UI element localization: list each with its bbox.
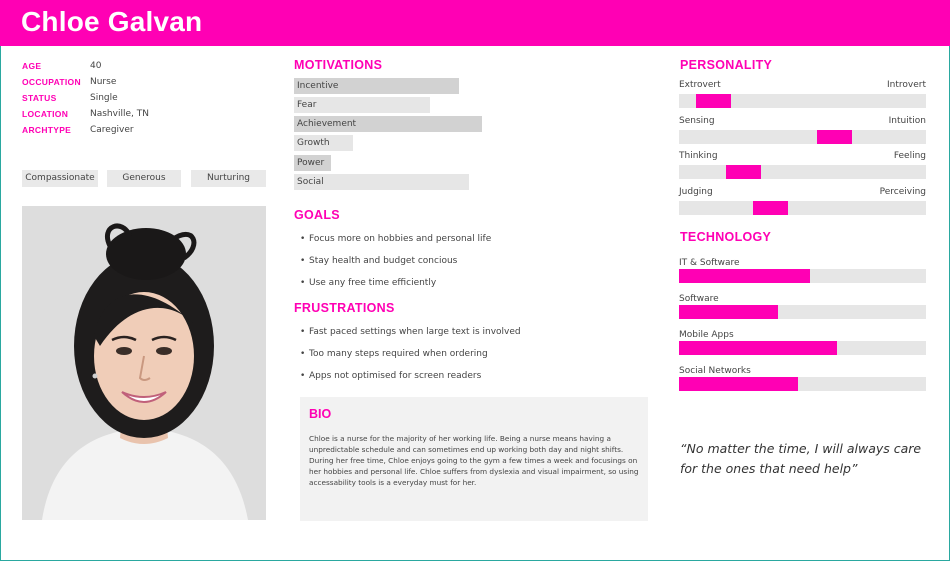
bullet-dot: • <box>300 278 306 288</box>
info-key: AGE <box>22 61 42 71</box>
motivation-label: Power <box>297 158 325 168</box>
info-key: OCCUPATION <box>22 77 81 87</box>
scale-marker <box>696 94 731 108</box>
portrait-illustration <box>22 206 266 520</box>
info-value: 40 <box>90 61 102 71</box>
trait-tag: Nurturing <box>191 170 266 187</box>
frustration-text: Fast paced settings when large text is involved <box>309 327 521 337</box>
info-value: Caregiver <box>90 125 134 135</box>
goal-item <box>300 277 436 289</box>
scale-left-label: Thinking <box>679 151 718 161</box>
scale-marker <box>753 201 788 215</box>
bullet-dot: • <box>300 256 306 266</box>
info-key: LOCATION <box>22 109 69 119</box>
scale-marker <box>726 165 761 179</box>
motivation-label: Social <box>297 177 324 187</box>
info-row-status <box>22 91 262 105</box>
bullet-dot: • <box>300 371 306 381</box>
motivation-label: Fear <box>297 100 317 110</box>
scale-right-label: Perceiving <box>879 187 926 197</box>
frustrations-title: FRUSTRATIONS <box>294 301 395 315</box>
goal-text: Stay health and budget concious <box>309 256 458 266</box>
technology-label: IT & Software <box>679 258 740 268</box>
info-row-archtype <box>22 123 262 137</box>
frustration-item <box>300 370 481 382</box>
technology-label: Social Networks <box>679 366 751 376</box>
technology-track <box>679 269 926 283</box>
technology-label: Software <box>679 294 719 304</box>
scale-left-label: Sensing <box>679 116 715 126</box>
scale-right-label: Feeling <box>893 151 926 161</box>
motivation-label: Incentive <box>297 81 339 91</box>
motivations-title: MOTIVATIONS <box>294 58 383 72</box>
technology-fill <box>679 305 778 319</box>
technology-fill <box>679 377 798 391</box>
goals-title: GOALS <box>294 208 340 222</box>
scale-track <box>679 201 926 215</box>
scale-track <box>679 165 926 179</box>
trait-tag: Compassionate <box>22 170 98 187</box>
technology-track <box>679 305 926 319</box>
info-row-occupation <box>22 75 262 89</box>
bullet-dot: • <box>300 349 306 359</box>
info-row-age <box>22 59 262 73</box>
goal-item <box>300 255 457 267</box>
info-value: Nashville, TN <box>90 109 149 119</box>
technology-title: TECHNOLOGY <box>680 230 772 244</box>
bullet-dot: • <box>300 234 306 244</box>
bio-title: BIO <box>309 407 332 421</box>
goal-item <box>300 233 491 245</box>
scale-right-label: Intuition <box>888 116 926 126</box>
technology-fill <box>679 269 810 283</box>
bio-card <box>300 397 648 521</box>
scale-track <box>679 94 926 108</box>
trait-tag: Generous <box>107 170 181 187</box>
info-key: STATUS <box>22 93 57 103</box>
frustration-item <box>300 348 488 360</box>
scale-left-label: Extrovert <box>679 80 721 90</box>
frustration-text: Apps not optimised for screen readers <box>309 371 482 381</box>
info-key: ARCHTYPE <box>22 125 72 135</box>
portrait-photo <box>22 206 266 520</box>
info-row-location <box>22 107 262 121</box>
scale-left-label: Judging <box>679 187 713 197</box>
goal-text: Use any free time efficiently <box>309 278 437 288</box>
bullet-dot: • <box>300 327 306 337</box>
technology-track <box>679 341 926 355</box>
motivation-label: Achievement <box>297 119 357 129</box>
frustration-item <box>300 326 521 338</box>
scale-right-label: Introvert <box>887 80 926 90</box>
info-value: Single <box>90 93 118 103</box>
scale-marker <box>817 130 852 144</box>
persona-quote: “No matter the time, I will always care for the ones that need help” <box>680 441 922 476</box>
motivation-label: Growth <box>297 138 330 148</box>
header-banner <box>0 0 950 46</box>
personality-title: PERSONALITY <box>680 58 773 72</box>
scale-track <box>679 130 926 144</box>
persona-name: Chloe Galvan <box>21 6 203 37</box>
bio-text: Chloe is a nurse for the majority of her working life. Being a nurse means having a unpredictable schedule and can sometimes end up working both day and night shifts. During her free time, Chloe enjoys going to the gym a few times a week and focusings on her hobbies and personal life. Chloe suffers from dyslexia and visual impairment, so using accessability tools is a everyday must for her. <box>309 434 639 487</box>
info-value: Nurse <box>90 77 117 87</box>
technology-fill <box>679 341 837 355</box>
goal-text: Focus more on hobbies and personal life <box>309 234 492 244</box>
frustration-text: Too many steps required when ordering <box>309 349 488 359</box>
technology-track <box>679 377 926 391</box>
technology-label: Mobile Apps <box>679 330 734 340</box>
